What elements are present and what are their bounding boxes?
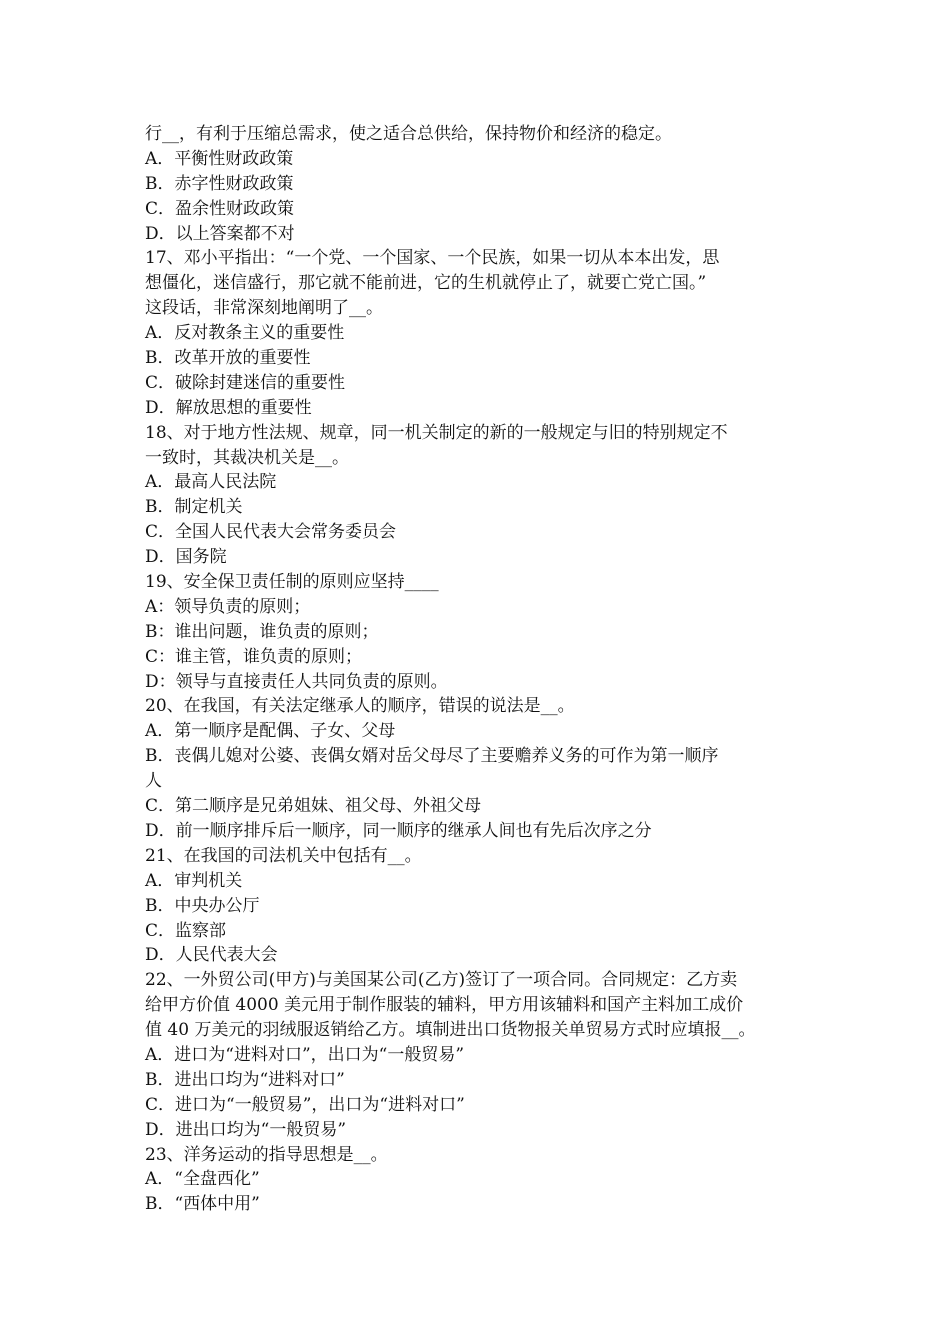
text-line: D．解放思想的重要性 xyxy=(145,397,312,418)
text-line: D．以上答案都不对 xyxy=(145,223,295,244)
text-line: 18、对于地方性法规、规章，同一机关制定的新的一般规定与旧的特别规定不 xyxy=(145,422,728,443)
text-line: B．制定机关 xyxy=(145,497,243,518)
text-line: B．改革开放的重要性 xyxy=(145,348,311,369)
text-line: 20、在我国，有关法定继承人的顺序，错误的说法是__。 xyxy=(145,696,575,717)
text-line: B．丧偶儿媳对公婆、丧偶女婿对岳父母尽了主要赡养义务的可作为第一顺序 xyxy=(145,746,719,767)
text-line: 21、在我国的司法机关中包括有__。 xyxy=(145,845,422,866)
text-line: 19、安全保卫责任制的原则应坚持____ xyxy=(145,572,439,593)
text-line: D：领导与直接责任人共同负责的原则。 xyxy=(145,671,448,692)
text-line: 17、邓小平指出：“一个党、一个国家、一个民族，如果一切从本本出发，思 xyxy=(145,248,720,269)
text-line: A．第一顺序是配偶、子女、父母 xyxy=(145,721,396,742)
text-line: C．盈余性财政政策 xyxy=(145,198,295,219)
text-line: 22、一外贸公司(甲方)与美国某公司(乙方)签订了一项合同。合同规定：乙方卖 xyxy=(145,970,738,991)
text-line: A．进口为“进料对口”，出口为“一般贸易” xyxy=(145,1044,465,1065)
text-line: A．“全盘西化” xyxy=(145,1169,260,1190)
document-body xyxy=(145,122,817,1217)
text-line: A．平衡性财政政策 xyxy=(145,148,294,169)
text-line: A．审判机关 xyxy=(145,870,243,891)
text-line: 23、洋务运动的指导思想是__。 xyxy=(145,1144,388,1165)
text-line: 行__，有利于压缩总需求，使之适合总供给，保持物价和经济的稳定。 xyxy=(145,124,672,144)
text-line: C．进口为“一般贸易”，出口为“进料对口” xyxy=(145,1094,465,1115)
text-line: C．全国人民代表大会常务委员会 xyxy=(145,522,397,543)
text-line: C．第二顺序是兄弟姐妹、祖父母、外祖父母 xyxy=(145,796,482,817)
text-line: 人 xyxy=(145,771,162,792)
text-line: 这段话，非常深刻地阐明了__。 xyxy=(145,298,383,319)
text-line: A：领导负责的原则； xyxy=(145,596,311,617)
text-line: 想僵化，迷信盛行，那它就不能前进，它的生机就停止了，就要亡党亡国。” xyxy=(145,273,707,294)
text-line: D．进出口均为“一般贸易” xyxy=(145,1119,347,1140)
text-line: D．人民代表大会 xyxy=(145,945,278,966)
text-line: B．中央办公厅 xyxy=(145,895,260,916)
text-line: A．最高人民法院 xyxy=(145,472,277,493)
text-line: C．破除封建迷信的重要性 xyxy=(145,372,346,393)
text-line: 给甲方价值 4000 美元用于制作服装的辅料，甲方用该辅料和国产主料加工成价 xyxy=(145,995,744,1016)
text-line: C．监察部 xyxy=(145,920,227,941)
text-line: D．国务院 xyxy=(145,547,227,568)
text-line: 值 40 万美元的羽绒服返销给乙方。填制进出口货物报关单贸易方式时应填报__。 xyxy=(145,1020,756,1041)
text-line: B．赤字性财政政策 xyxy=(145,173,294,194)
text-line: C：谁主管，谁负责的原则； xyxy=(145,646,363,667)
text-line: A．反对教条主义的重要性 xyxy=(145,323,345,344)
text-line: D．前一顺序排斥后一顺序，同一顺序的继承人间也有先后次序之分 xyxy=(145,820,652,841)
text-line: 一致时，其裁决机关是__。 xyxy=(145,447,349,468)
text-line: B．进出口均为“进料对口” xyxy=(145,1069,345,1090)
text-line: B．“西体中用” xyxy=(145,1194,260,1215)
text-line: B：谁出问题，谁负责的原则； xyxy=(145,621,379,642)
